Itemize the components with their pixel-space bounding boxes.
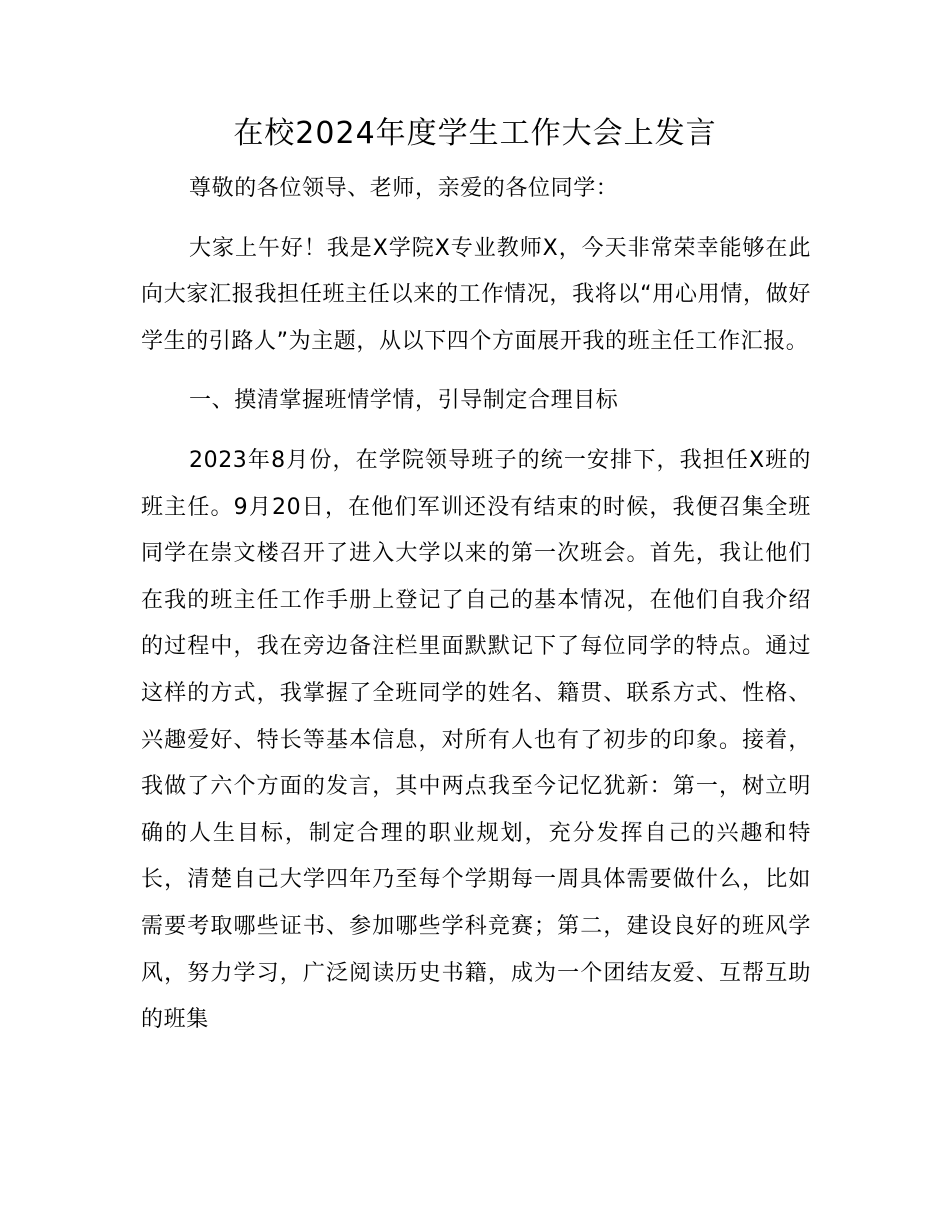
document-title: 在校2024年度学生工作大会上发言 [233, 116, 717, 151]
greeting-paragraph: 尊敬的各位领导、老师，亲爱的各位同学： [189, 176, 619, 201]
section-heading: 一、摸清掌握班情学情，引导制定合理目标 [189, 388, 619, 414]
section-body-paragraph: 2023年8月份，在学院领导班子的统一安排下，我担任X班的班主任。9月20日，在他们军训还没有结束的时候，我便召集全班同学在崇文楼召开了进入大学以来的第一次班会。首先，我让他们在我的班主任工作手册上登记了自己的基本情况，在他们自我介绍的过程中，我在旁边备注栏里面默默记下了每位同学的特点。通过这样的方式，我掌握了全班同学的姓名、籍贯、联系方式、性格、兴趣爱好、特长等基本信息，对所有人也有了初步的印象。接着，我做了六个方面的发言，其中两点我至今记忆犹新：第一，树立明确的人生目标，制定合理的职业规划，充分发挥自己的兴趣和特长，清楚自己大学四年乃至每个学期每一周具体需要做什么，比如需要考取哪些证书、参加哪些学科竞赛；第二，建设良好的班风学风，努力学习，广泛阅读历史书籍，成为一个团结友爱、互帮互助的班集 [141, 447, 811, 1033]
intro-paragraph: 大家上午好！我是X学院X专业教师X，今天非常荣幸能够在此向大家汇报我担任班主任以来的工作情况，我将以“用心用情，做好学生的引路人”为主题，从以下四个方面展开我的班主任工作汇报。 [141, 235, 811, 354]
document-body [141, 166, 811, 1044]
